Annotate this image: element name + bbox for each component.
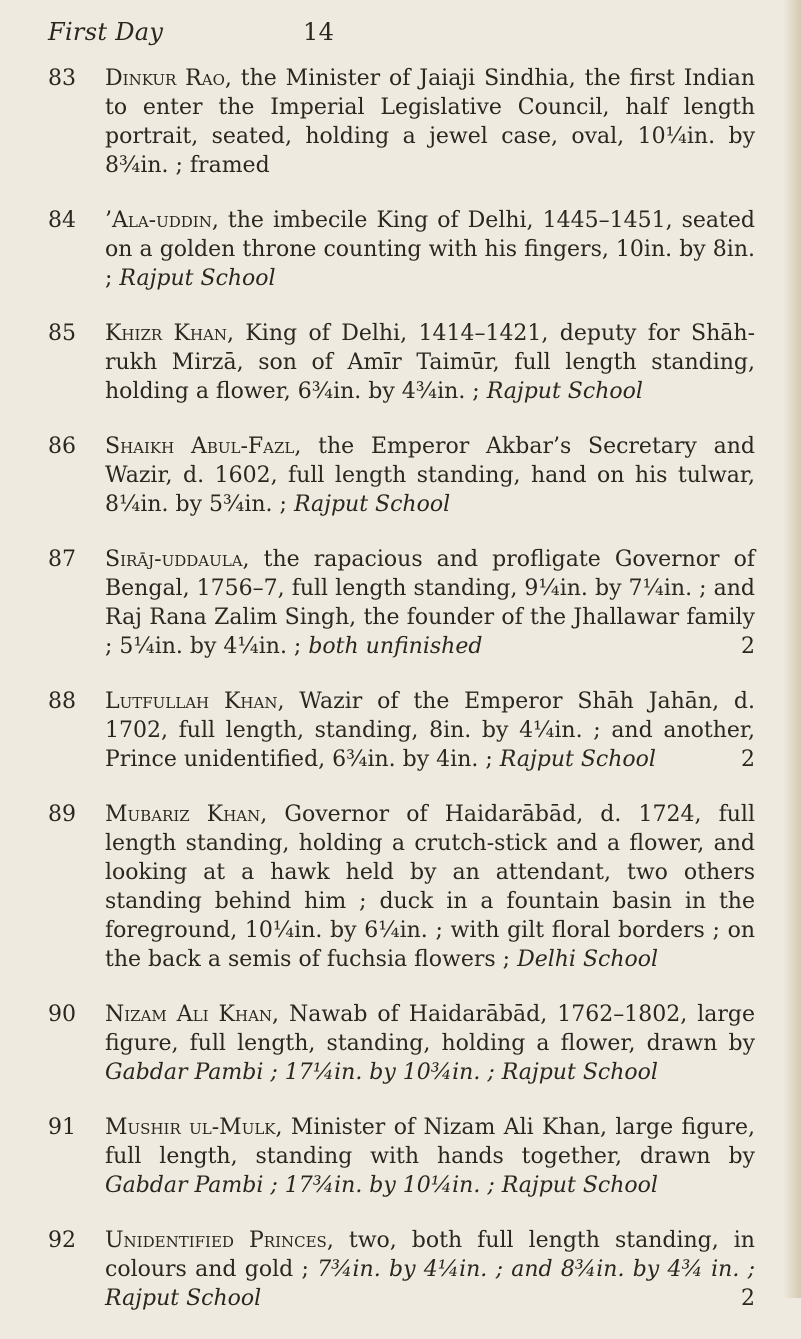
lot-number: 84 xyxy=(48,208,76,233)
lot-details: King of Delhi, 1414–1421, deputy for Shāh-rukh Mirzā, son of Amīr Taimūr, full length standing, holding a flower, 6¾in. by 4¾in. ; xyxy=(105,321,755,404)
lot-attribution: Rajput School xyxy=(499,747,656,772)
lot-83 xyxy=(0,64,790,180)
lot-attribution: Gabdar Pambi ; 17¾in. by 10¼in. ; Rajput School xyxy=(105,1173,658,1198)
lot-description xyxy=(105,319,755,406)
lot-90 xyxy=(0,1000,790,1087)
lot-number: 83 xyxy=(48,66,76,91)
lot-attribution: Gabdar Pambi ; 17¼in. by 10¾in. ; Rajput School xyxy=(105,1060,658,1085)
lot-title: Dinkur Rao, xyxy=(105,66,232,91)
lot-title: Lutfullah Khan, xyxy=(105,689,285,714)
lot-number: 92 xyxy=(48,1228,76,1253)
lot-91 xyxy=(0,1113,790,1200)
lot-details: the Minister of Jaiaji Sindhia, the first Indian to enter the Imperial Legislative Council, half length portrait, seated, holding a jewel case, oval, 10¼in. by 8¾in. ; framed xyxy=(105,66,756,178)
lot-details: Wazir of the Emperor Shāh Jahān, d. 1702, full length, standing, 8in. by 4¼in. ; and another, Prince unidentified, 6¾in. by 4in. ; xyxy=(105,689,755,772)
lot-description xyxy=(105,432,755,519)
running-head: First Day xyxy=(48,18,164,46)
lot-title: Nizam Ali Khan, xyxy=(105,1002,280,1027)
lot-attribution: Rajput School xyxy=(119,266,276,291)
lot-title: Unidentified Princes, xyxy=(105,1228,334,1253)
lot-number: 86 xyxy=(48,434,76,459)
lot-85 xyxy=(0,319,790,406)
lot-description xyxy=(105,687,755,774)
lot-details: the imbecile King of Delhi, 1445–1451, seated on a golden throne counting with his fingers, 10in. by 8in. ; xyxy=(105,208,755,291)
lot-number: 89 xyxy=(48,802,76,827)
lot-92 xyxy=(0,1226,790,1313)
lot-attribution: Rajput School xyxy=(293,492,451,517)
lot-87 xyxy=(0,545,790,661)
lot-attribution: Delhi School xyxy=(517,947,659,972)
lot-title: Shaikh Abul-Fazl, xyxy=(105,434,302,459)
lot-attribution: Rajput School xyxy=(486,379,643,404)
lot-description xyxy=(105,64,755,180)
lot-details: Nawab of Haidarābād, 1762–1802, large figure, full length, standing, holding a flower, drawn by xyxy=(105,1002,755,1056)
lot-89 xyxy=(0,800,790,974)
lot-details: Minister of Nizam Ali Khan, large figure, full length, standing with hands together, drawn by xyxy=(105,1115,755,1169)
lot-86 xyxy=(0,432,790,519)
lot-attribution: both unfinished xyxy=(308,634,483,659)
lot-attribution: 7¾in. by 4¼in. ; and 8¾in. by 4¾ in. ; Rajput School xyxy=(105,1257,756,1311)
page-header xyxy=(48,18,468,48)
lot-title: Mubariz Khan, xyxy=(105,802,268,827)
lot-quantity: 2 xyxy=(741,1286,755,1311)
lot-list xyxy=(0,64,790,1339)
lot-quantity: 2 xyxy=(741,634,755,659)
lot-description xyxy=(105,1113,755,1200)
lot-title: Mushir ul-Mulk, xyxy=(105,1115,283,1140)
lot-number: 90 xyxy=(48,1002,76,1027)
lot-number: 88 xyxy=(48,689,76,714)
lot-number: 91 xyxy=(48,1115,76,1140)
lot-title: ’Ala-uddin, xyxy=(105,208,219,233)
lot-description xyxy=(105,800,755,974)
lot-details: Governor of Haidarābād, d. 1724, full length standing, holding a crutch-stick and a flower, and looking at a hawk held by an attendant, two others standing behind him ; duck in a fountain basin in the foreground, 10¼in. by 6¼in. ; with gilt floral borders ; on the back a semis of fuchsia flowers ; xyxy=(105,802,755,972)
lot-title: Sirāj-uddaula, xyxy=(105,547,250,572)
lot-number: 85 xyxy=(48,321,76,346)
lot-88 xyxy=(0,687,790,774)
lot-details: two, both full length standing, in colours and gold ; xyxy=(105,1228,755,1282)
lot-description xyxy=(105,1000,755,1087)
lot-84 xyxy=(0,206,790,293)
page-number: 14 xyxy=(303,18,335,46)
lot-description xyxy=(105,545,755,661)
lot-description xyxy=(105,206,755,293)
lot-description xyxy=(105,1226,755,1313)
lot-number: 87 xyxy=(48,547,76,572)
lot-details: the Emperor Akbar’s Secretary and Wazir, d. 1602, full length standing, hand on his tulwar, 8¼in. by 5¾in. ; xyxy=(105,434,755,517)
lot-quantity: 2 xyxy=(741,747,755,772)
lot-title: Khizr Khan, xyxy=(105,321,234,346)
lot-details: the rapacious and profligate Governor of Bengal, 1756–7, full length standing, 9¼in. by 7¼in. ; and Raj Rana Zalim Singh, the founder of the Jhallawar family ; 5¼in. by 4¼in. ; xyxy=(105,547,755,659)
